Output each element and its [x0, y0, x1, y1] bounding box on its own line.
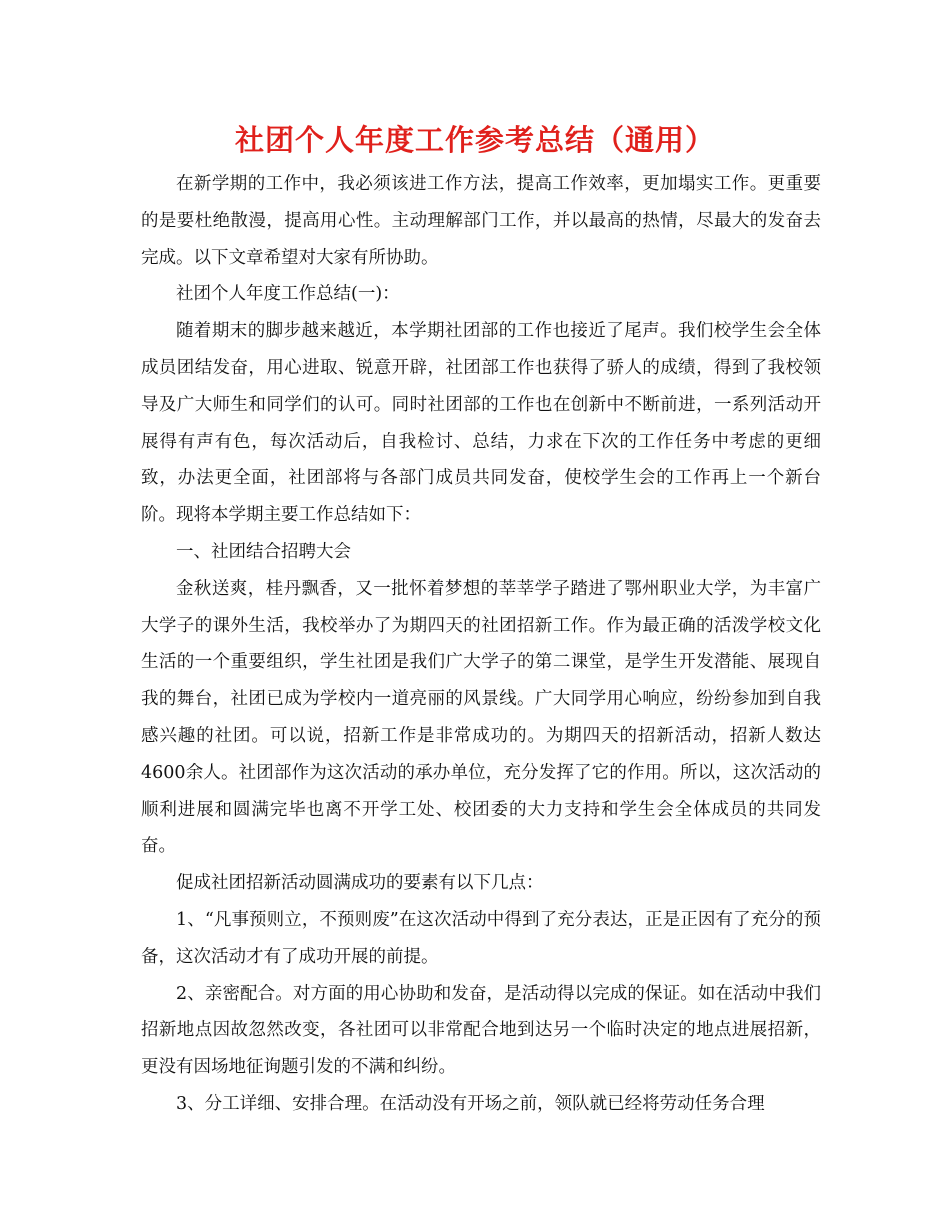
document-body [141, 166, 821, 1123]
paragraph-overview: 随着期末的脚步越来越近，本学期社团部的工作也接近了尾声。我们校学生会全体成员团结发奋，用心进取、锐意开辟，社团部工作也获得了骄人的成绩，得到了我校领导及广大师生和同学们的认可。同时社团部的工作也在创新中不断前进，一系列活动开展得有声有色，每次活动后，自我检讨、总结，力求在下次的工作任务中考虑的更细致，办法更全面，社团部将与各部门成员共同发奋，使校学生会的工作再上一个新台阶。现将本学期主要工作总结如下： [141, 321, 821, 526]
paragraph-factor-2: 2、亲密配合。对方面的用心协助和发奋，是活动得以完成的保证。如在活动中我们招新地点因故忽然改变，各社团可以非常配合地到达另一个临时决定的地点进展招新，更没有因场地征询题引发的不满和纠纷。 [141, 983, 821, 1078]
paragraph-subheading: 一、社团结合招聘大会 [176, 541, 351, 562]
paragraph-factor-1: 1、“凡事预则立，不预则废”在这次活动中得到了充分表达，正是正因有了充分的预备，这次活动才有了成功开展的前提。 [141, 909, 821, 967]
paragraph-recruitment: 金秋送爽，桂丹飘香，又一批怀着梦想的莘莘学子踏进了鄂州职业大学，为丰富广大学子的课外生活，我校举办了为期四天的社团招新工作。作为最正确的活泼学校文化生活的一个重要组织，学生社团是我们广大学子的第二课堂，是学生开发潜能、展现自我的舞台，社团已成为学校内一道亮丽的风景线。广大同学用心响应，纷纷参加到自我感兴趣的社团。可以说，招新工作是非常成功的。为期四天的招新活动，招新人数达4600余人。社团部作为这次活动的承办单位，充分发挥了它的作用。所以，这次活动的顺利进展和圆满完毕也离不开学工处、校团委的大力支持和学生会全体成员的共同发奋。 [141, 578, 821, 857]
paragraph-factor-3: 3、分工详细、安排合理。在活动没有开场之前，领队就已经将劳动任务合理 [176, 1093, 765, 1114]
paragraph-intro: 在新学期的工作中，我必须该进工作方法，提高工作效率，更加塌实工作。更重要的是要杜绝散漫，提高用心性。主动理解部门工作，并以最高的热情，尽最大的发奋去完成。以下文章希望对大家有所协助。 [141, 174, 821, 268]
document-title: 社团个人年度工作参考总结（通用） [234, 123, 715, 157]
paragraph-section-heading: 社团个人年度工作总结(一)： [176, 284, 400, 305]
paragraph-factors-intro: 促成社团招新活动圆满成功的要素有以下几点： [176, 873, 544, 894]
